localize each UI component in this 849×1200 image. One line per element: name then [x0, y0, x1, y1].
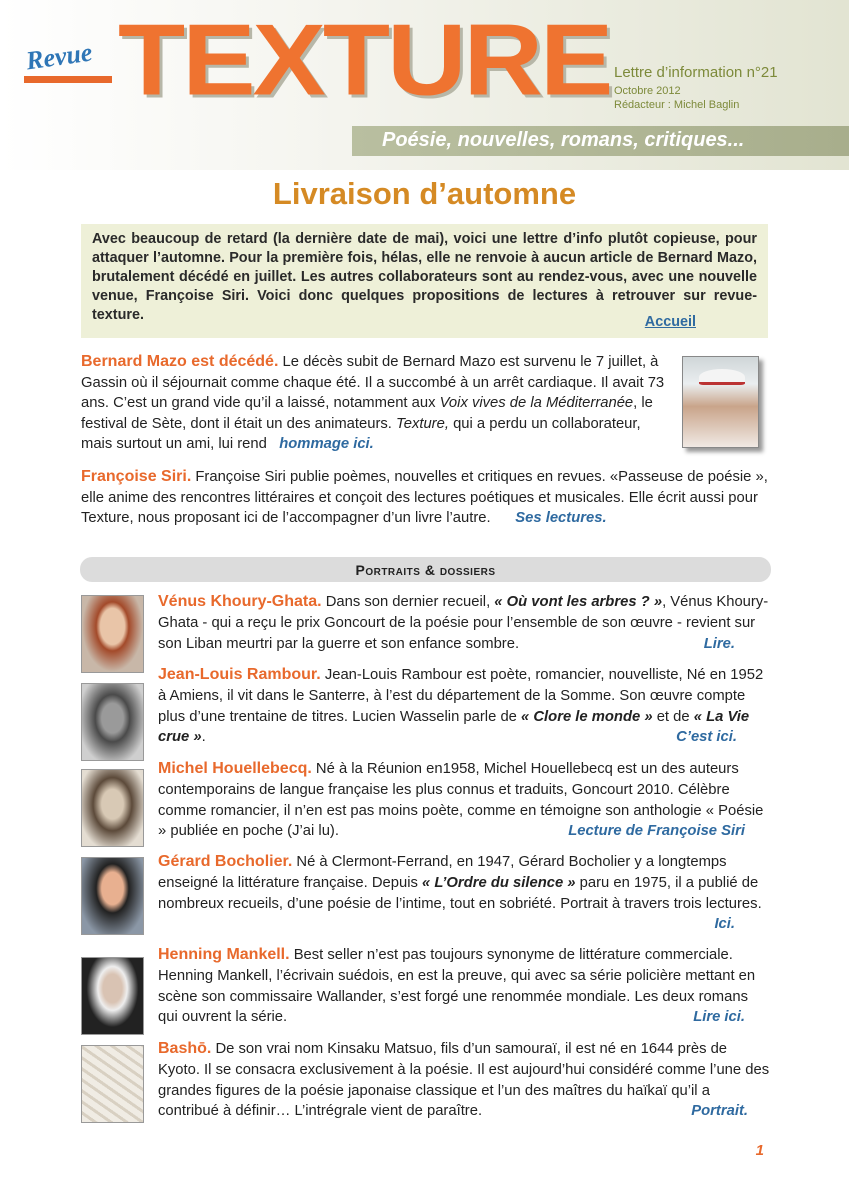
revue-label: Revue [24, 37, 95, 76]
entry-text: Best seller n’est pas toujours synonyme de littérature commerciale. Henning Mankell, l’écrivain suédois, en est la preuve, qui avec sa série policière mettant en scène son commissaire Wallander, s’est forgé une renommée mondiale. Les deux romans qui ouvrent la série. [158, 947, 756, 1026]
accueil-link[interactable]: Accueil [644, 314, 696, 330]
entry-link[interactable]: Lecture de Françoise Siri [568, 823, 745, 840]
editor: Rédacteur : Michel Baglin [614, 99, 740, 111]
page-number: 1 [755, 1142, 764, 1159]
entry-houellebecq [158, 759, 770, 842]
entry-text: et de [652, 708, 694, 725]
entry-text: Né à la Réunion en1958, Michel Houellebecq est un des auteurs contemporains de langue française les plus connus et traduits, Goncourt 2010. Célèbre comme romancier, il n’en est pas moins poète, comme en témoigne son anthologie « Poésie » publiée en poche (J’ai lu). [158, 761, 764, 840]
entry-link[interactable]: Lire ici. [693, 1009, 745, 1026]
siri-lectures-link[interactable]: Ses lectures. [515, 510, 607, 526]
entry-bocholier [158, 852, 770, 935]
entry-link[interactable]: Lire. [703, 635, 735, 652]
entry-text: paru en 1975, il a publié de nombreux recueils, d’une poésie de l’intime, tout en sobriété. Portrait à travers trois lectures. [158, 874, 762, 912]
masthead [0, 0, 849, 170]
newsletter-number: Lettre d’information n°21 [614, 64, 778, 81]
issue-date: Octobre 2012 [614, 85, 681, 97]
page-title: Livraison d’automne [272, 176, 577, 211]
entry-lead: Gérard Bocholier. [158, 853, 293, 870]
mazo-hommage-link[interactable]: hommage ici. [279, 436, 374, 452]
texture-logo: TEXTURE [118, 3, 611, 117]
entry-lead: Jean-Louis Rambour. [158, 666, 321, 683]
entry-text: Dans son dernier recueil, [321, 594, 495, 610]
section-title: Portraits & dossiers [355, 562, 496, 578]
portrait-houellebecq [81, 769, 144, 847]
entry-book-title: « Où vont les arbres ? » [494, 594, 663, 610]
portrait-khoury-ghata [81, 595, 144, 673]
mazo-paragraph [81, 352, 671, 455]
portrait-rambour [81, 683, 144, 761]
entry-text: De son vrai nom Kinsaku Matsuo, fils d’un samouraï, il est né en 1644 près de Kyoto. Il se consacra exclusivement à la poésie. Il est aujourd’hui considéré comme l’une des grandes figures de la poésie japonaise classique et l’un des maîtres du haïkaï qu’il a contribué à définir… L’intrégrale vient de paraître. [158, 1041, 770, 1120]
entry-book-title: « Clore le monde » [521, 708, 653, 725]
entry-rambour [158, 665, 770, 748]
tagline: Poésie, nouvelles, romans, critiques... [382, 129, 745, 151]
entry-lead: Bashō. [158, 1040, 212, 1057]
entry-link[interactable]: Ici. [714, 916, 735, 933]
entry-lead: Michel Houellebecq. [158, 760, 312, 777]
entry-text: Né à Clermont-Ferrand, en 1947, Gérard Bocholier y a longtemps enseigné la littérature française. Depuis [158, 854, 727, 891]
entry-text: , Vénus Khoury-Ghata - qui a reçu le prix Goncourt de la poésie pour l’ensemble de son œuvre - revient sur son Liban meurtri par la guerre et son enfance sombre. [158, 594, 769, 652]
entry-text: . [201, 729, 206, 746]
revue-underline [24, 76, 112, 83]
entry-link[interactable]: Portrait. [691, 1103, 748, 1120]
entry-lead: Vénus Khoury-Ghata. [158, 593, 322, 610]
intro-text: Avec beaucoup de retard (la dernière date de mai), voici une lettre d’info plutôt copieuse, pour attaquer l’automne. Pour la première fois, hélas, elle ne renvoie à aucun article de Bernard Mazo, brutalement décédé en juillet. Les autres collaborateurs sont au rendez-vous, avec une nouvelle venue, Françoise Siri. Voici donc quelques propositions de lectures à retrouver sur revue-texture. [92, 231, 757, 323]
mazo-photo [682, 356, 759, 448]
mazo-text-3: qui a perdu un collaborateur, mais surtout un ami, lui rend [81, 415, 641, 452]
siri-lead: Françoise Siri. [81, 468, 192, 485]
portrait-basho [81, 1045, 144, 1123]
mazo-text-2: , le festival de Sète, dont il était un des animateurs. [81, 395, 653, 432]
entry-book-title: « L’Ordre du silence » [422, 874, 576, 891]
portrait-bocholier [81, 857, 144, 935]
entry-mankell [158, 945, 770, 1028]
mazo-italic-1: Voix vives de la Méditerranée [439, 395, 634, 411]
intro-box [81, 224, 768, 338]
siri-text: Françoise Siri publie poèmes, nouvelles et critiques en revues. «Passeuse de poésie », elle anime des rencontres littéraires et conçoit des lectures poétiques et musicales. Elle écrit aussi pour Texture, nous proposant ici de l’accompagner d’un livre l’autre. [81, 469, 768, 526]
mazo-lead: Bernard Mazo est décédé. [81, 353, 279, 370]
entry-lead: Henning Mankell. [158, 946, 290, 963]
mazo-text-1: Le décès subit de Bernard Mazo est survenu le 7 juillet, à Gassin où il séjournait comme chaque été. Il a succombé à un arrêt cardiaque. Il avait 73 ans. C’est un grand vide qu’il a laissé, notamment aux [81, 354, 665, 411]
entry-link[interactable]: C’est ici. [676, 729, 737, 746]
entry-basho [158, 1039, 770, 1122]
mazo-italic-2: Texture, [396, 415, 449, 432]
entry-book-title: « La Vie crue » [158, 708, 750, 746]
siri-paragraph [81, 467, 771, 529]
entry-text: Jean-Louis Rambour est poète, romancier, nouvelliste, Né en 1952 à Amiens, il vit dans le Santerre, à l’est du département de la Somme. Son œuvre compte plus d’une trentaine de titres. Lucien Wasselin parle de [158, 667, 764, 725]
entry-khoury-ghata [158, 592, 770, 654]
portrait-mankell [81, 957, 144, 1035]
